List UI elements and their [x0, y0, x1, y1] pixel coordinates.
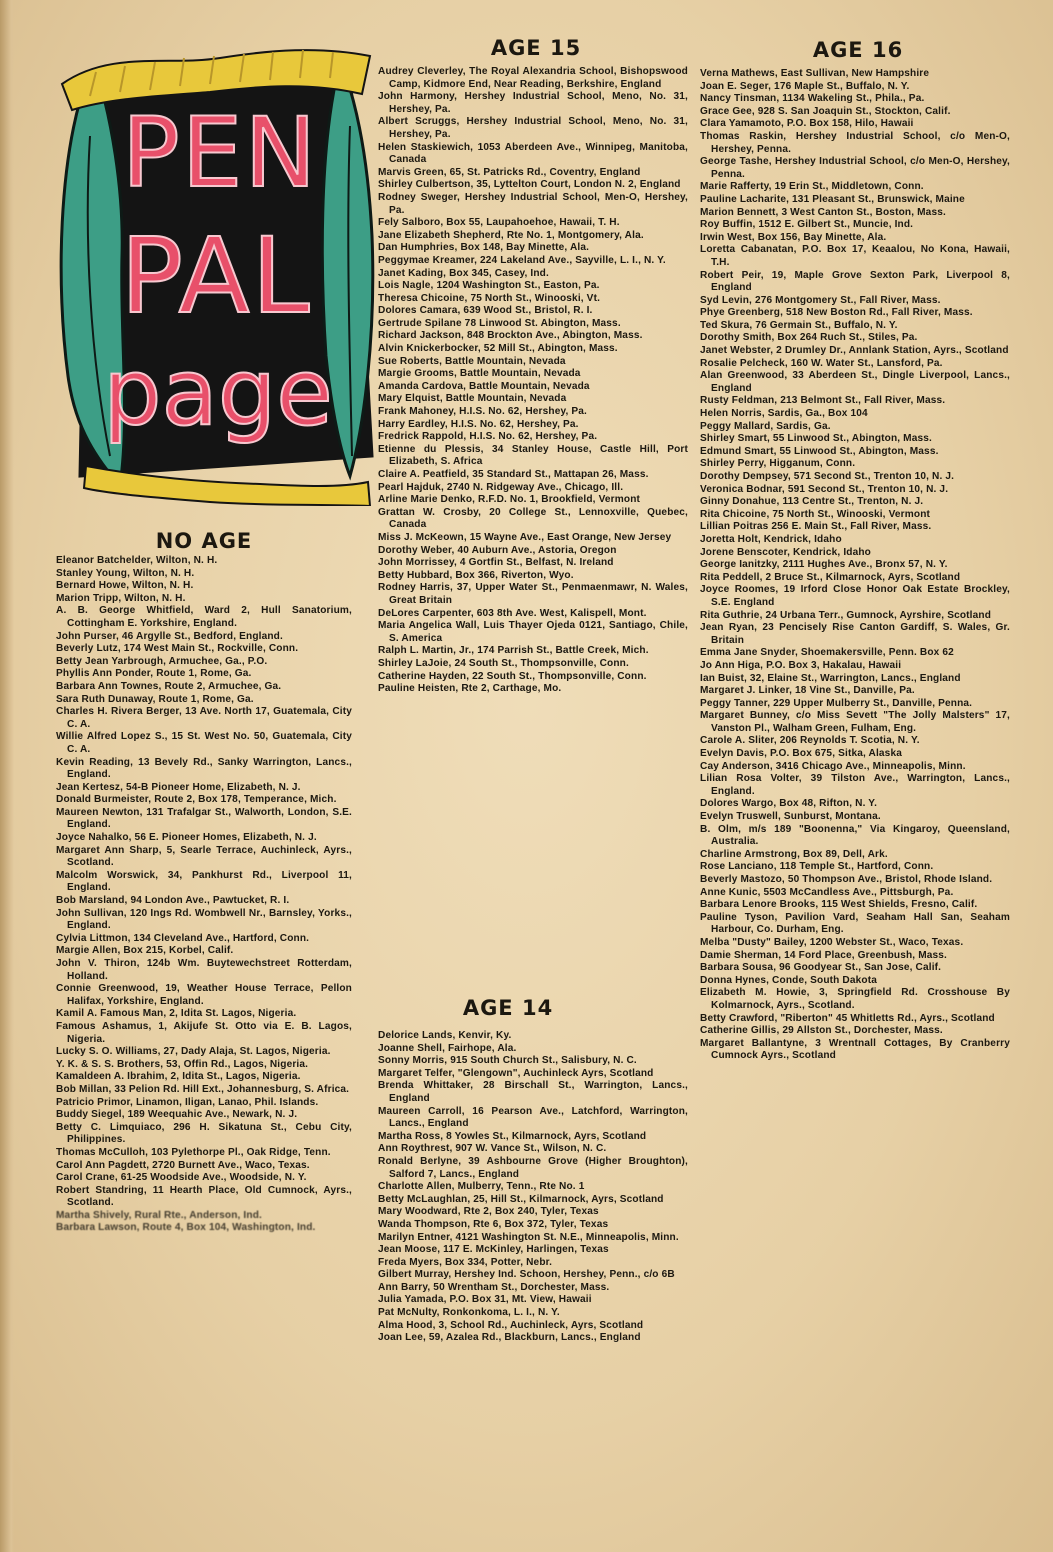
pen-pal-entry: Anne Kunic, 5503 McCandless Ave., Pittsburgh, Pa. [700, 886, 954, 898]
pen-pal-entry: Julia Yamada, P.O. Box 31, Mt. View, Hawaii [378, 1294, 592, 1306]
pen-pal-entry: Thomas McCulloh, 103 Pylethorpe Pl., Oak Ridge, Tenn. [56, 1146, 331, 1158]
pen-pal-entry: Catherine Hayden, 22 South St., Thompsonville, Conn. [378, 670, 647, 682]
pen-pal-entry: Charlotte Allen, Mulberry, Tenn., Rte No. 1 [378, 1181, 585, 1193]
pen-pal-entry: Margaret Telfer, "Glengown", Auchinleck Ayrs, Scotland [378, 1067, 654, 1079]
pen-pal-entry: Sara Ruth Dunaway, Route 1, Rome, Ga. [56, 693, 254, 705]
pen-pal-entry: Miss J. McKeown, 15 Wayne Ave., East Orange, New Jersey [378, 531, 672, 543]
pen-pal-entry: Amanda Cardova, Battle Mountain, Nevada [378, 380, 590, 392]
pen-pal-entry: Margaret Ballantyne, 3 Wrentnall Cottages, By Cranberry Cumnock Ayrs., Scotland [700, 1037, 1010, 1062]
pen-pal-entry: Janet Webster, 2 Drumley Dr., Annlank Station, Ayrs., Scotland [700, 345, 1009, 357]
pen-pal-entry: Dorothy Weber, 40 Auburn Ave., Astoria, Oregon [378, 544, 617, 556]
pen-pal-entry: Margie Allen, Box 215, Korbel, Calif. [56, 945, 234, 957]
pen-pal-entry: Ann Barry, 50 Wrentham St., Dorchester, Mass. [378, 1281, 610, 1293]
pen-pal-entry: Beverly Mastozo, 50 Thompson Ave., Bristol, Rhode Island. [700, 874, 993, 885]
pen-pal-entry: Jean Moose, 117 E. McKinley, Harlingen, Texas [378, 1244, 609, 1256]
pen-pal-entry: Pearl Hajduk, 2740 N. Ridgeway Ave., Chicago, Ill. [378, 481, 624, 493]
pen-pal-entry: Robert Peir, 19, Maple Grove Sexton Park, Liverpool 8, England [700, 269, 1010, 294]
pen-pal-entry: Harry Eardley, H.I.S. No. 62, Hershey, Pa. [378, 418, 579, 430]
pen-pal-entry: Evelyn Davis, P.O. Box 675, Sitka, Alaska [700, 748, 902, 760]
pen-pal-entry: Irwin West, Box 156, Bay Minette, Ala. [700, 231, 887, 243]
pen-pal-entry: Edmund Smart, 55 Linwood St., Abington, Mass. [700, 445, 939, 457]
pen-pal-entry: Claire A. Peatfield, 35 Standard St., Mattapan 26, Mass. [378, 469, 649, 480]
pen-pal-entry: Jean Kertesz, 54-B Pioneer Home, Elizabeth, N. J. [56, 781, 301, 793]
pen-pal-entry: Peggymae Kreamer, 224 Lakeland Ave., Sayville, L. I., N. Y. [378, 254, 666, 266]
pen-pal-entry: Betty Crawford, "Riberton" 45 Whitletts Rd., Ayrs., Scotland [700, 1012, 995, 1024]
pen-pal-entry: Maureen Carroll, 16 Pearson Ave., Latchford, Warrington, Lancs., England [378, 1105, 688, 1130]
pen-pal-entry: Eleanor Batchelder, Wilton, N. H. [56, 555, 218, 566]
heading-age-14: AGE 14 [462, 996, 554, 1020]
pen-pal-entry: Audrey Cleverley, The Royal Alexandria School, Bishopswood Camp, Kidmore End, Near Reading, Berkshire, England [378, 66, 688, 90]
heading-age-15: AGE 15 [490, 36, 582, 60]
pen-pal-entry: John Harmony, Hershey Industrial School, Meno, No. 31, Hershey, Pa. [378, 91, 688, 115]
pen-pal-entry: Rita Guthrie, 24 Urbana Terr., Gumnock, Ayrshire, Scotland [700, 609, 992, 621]
pen-pal-entry: Marion Tripp, Wilton, N. H. [56, 592, 186, 604]
pen-pal-entry: Rosalie Pelcheck, 160 W. Water St., Lansford, Pa. [700, 357, 943, 369]
pen-pal-entry: Marion Bennett, 3 West Canton St., Boston, Mass. [700, 206, 946, 218]
logo-word-page: page [103, 339, 333, 446]
pen-pal-entry: Carol Ann Pagdett, 2720 Burnett Ave., Waco, Texas. [56, 1159, 310, 1171]
pen-pal-entry: Rita Chicoine, 75 North St., Winooski, Vermont [700, 508, 931, 520]
pen-pal-entry: Charline Armstrong, Box 89, Dell, Ark. [700, 848, 888, 860]
pen-pal-entry: Delorice Lands, Kenvir, Ky. [378, 1030, 512, 1041]
pen-pal-entry: Jorene Benscoter, Kendrick, Idaho [700, 546, 871, 558]
pen-pal-entry: Dolores Wargo, Box 48, Rifton, N. Y. [700, 798, 878, 810]
pen-pal-entry: Thomas Raskin, Hershey Industrial School, c/o Men-O, Hershey, Penna. [700, 130, 1010, 155]
pen-pal-entry: Wanda Thompson, Rte 6, Box 372, Tyler, Texas [378, 1218, 609, 1230]
pen-pal-entry: Joretta Holt, Kendrick, Idaho [700, 533, 842, 545]
pen-pal-entry: Joanne Shell, Fairhope, Ala. [378, 1042, 517, 1054]
pen-pal-entry: Donna Hynes, Conde, South Dakota [700, 974, 877, 986]
pen-pal-entry: Arline Marie Denko, R.F.D. No. 1, Brookfield, Vermont [378, 494, 641, 506]
pen-pal-entry: Famous Ashamus, 1, Akijufe St. Otto via E. B. Lagos, Nigeria. [56, 1020, 352, 1045]
pen-pal-entry: Ted Skura, 76 Germain St., Buffalo, N. Y. [700, 319, 898, 331]
pen-pal-entry: Lillian Poitras 256 E. Main St., Fall River, Mass. [700, 521, 932, 533]
pen-pal-entry: George Tashe, Hershey Industrial School, c/o Men-O, Hershey, Penna. [700, 156, 1010, 180]
pen-pal-entry: Frank Mahoney, H.I.S. No. 62, Hershey, Pa. [378, 406, 587, 418]
pen-pal-entry: Gertrude Spilane 78 Linwood St. Abington, Mass. [378, 317, 621, 329]
pen-pal-entry: Freda Myers, Box 334, Potter, Nebr. [378, 1256, 553, 1268]
pen-pal-entry: George Ianitzky, 2111 Hughes Ave., Bronx 57, N. Y. [700, 559, 948, 571]
pen-pal-entry: Pauline Tyson, Pavilion Vard, Seaham Hall San, Seaham Harbour, Co. Durham, Eng. [700, 911, 1010, 936]
pen-pal-entry: Barbara Lenore Brooks, 115 West Shields, Fresno, Calif. [700, 899, 978, 911]
pen-pal-entry: Jean Ryan, 23 Pencisely Rise Canton Gardiff, S. Wales, Gr. Britain [700, 622, 1010, 646]
pen-pal-entry: Verna Mathews, East Sullivan, New Hampshire [700, 68, 930, 79]
pen-pal-entry: Etienne du Plessis, 34 Stanley House, Castle Hill, Port Elizabeth, S. Africa [378, 443, 688, 468]
pen-pal-entry: Shirley LaJoie, 24 South St., Thompsonville, Conn. [378, 657, 629, 669]
pen-pal-entry: Marie Rafferty, 19 Erin St., Middletown, Conn. [700, 181, 924, 193]
pen-pal-entry: Martha Shively, Rural Rte., Anderson, Ind. [56, 1209, 262, 1221]
pen-pal-entry: Elizabeth M. Howie, 3, Springfield Rd. Crosshouse By Kolmarnock, Ayrs., Scotland. [700, 987, 1010, 1011]
pen-pal-entry: Nancy Tinsman, 1134 Wakeling St., Phila., Pa. [700, 93, 925, 105]
pen-pal-entry: Shirley Smart, 55 Linwood St., Abington, Mass. [700, 433, 932, 445]
pen-pal-entry: Brenda Whittaker, 28 Birschall St., Warrington, Lancs., England [378, 1080, 688, 1104]
no-age-list [56, 555, 352, 1235]
age-15-list [378, 66, 688, 696]
pen-pal-entry: Joyce Roomes, 19 Irford Close Honor Oak Estate Brockley, S.E. England [700, 584, 1010, 608]
pen-pal-entry: John Morrissey, 4 Gortfin St., Belfast, N. Ireland [378, 557, 614, 569]
pen-pal-entry: DeLores Carpenter, 603 8th Ave. West, Kalispell, Mont. [378, 607, 647, 619]
pen-pal-entry: Maureen Newton, 131 Trafalgar St., Walworth, London, S.E. England. [56, 806, 352, 831]
pen-pal-entry: Loretta Cabanatan, P.O. Box 17, Keaalou, No Kona, Hawaii, T.H. [700, 244, 1010, 268]
pen-pal-entry: Betty Jean Yarbrough, Armuchee, Ga., P.O. [56, 655, 268, 667]
pen-pal-entry: Peggy Mallard, Sardis, Ga. [700, 420, 831, 432]
pen-pal-entry: Stanley Young, Wilton, N. H. [56, 567, 195, 579]
pen-pal-entry: Phyllis Ann Ponder, Route 1, Rome, Ga. [56, 668, 252, 680]
pen-pal-entry: Margaret Ann Sharp, 5, Searle Terrace, Auchinleck, Ayrs., Scotland. [56, 844, 352, 869]
pen-pal-entry: Y. K. & S. S. Brothers, 53, Offin Rd., Lagos, Nigeria. [56, 1058, 309, 1070]
pen-pal-entry: Barbara Lawson, Route 4, Box 104, Washington, Ind. [56, 1222, 316, 1234]
pen-pal-entry: Margaret J. Linker, 18 Vine St., Danville, Pa. [700, 685, 915, 697]
pen-pal-entry: Lilian Rosa Volter, 39 Tilston Ave., Warrington, Lancs., England. [700, 773, 1010, 797]
pen-pal-entry: Alvin Knickerbocker, 52 Mill St., Abington, Mass. [378, 343, 618, 355]
pen-pal-entry: Fredrick Rappold, H.I.S. No. 62, Hershey, Pa. [378, 431, 598, 443]
pen-pal-entry: Janet Kading, Box 345, Casey, Ind. [378, 267, 549, 279]
pen-pal-entry: Veronica Bodnar, 591 Second St., Trenton 10, N. J. [700, 483, 949, 495]
pen-pal-entry: Pauline Heisten, Rte 2, Carthage, Mo. [378, 683, 562, 695]
pen-pal-entry: Joyce Nahalko, 56 E. Pioneer Homes, Elizabeth, N. J. [56, 832, 317, 844]
pen-pal-entry: Joan E. Seger, 176 Maple St., Buffalo, N. Y. [700, 80, 910, 92]
pen-pal-entry: Donald Burmeister, Route 2, Box 178, Temperance, Mich. [56, 794, 337, 806]
pen-pal-entry: Kevin Reading, 13 Bevely Rd., Sanky Warrington, Lancs., England. [56, 756, 352, 781]
pen-pal-entry: Connie Greenwood, 19, Weather House Terrace, Pellon Halifax, Yorkshire, England. [56, 983, 352, 1007]
pen-pal-entry: Margie Grooms, Battle Mountain, Nevada [378, 368, 581, 380]
pen-pal-entry: Martha Ross, 8 Yowles St., Kilmarnock, Ayrs, Scotland [378, 1130, 647, 1142]
age-16-list [700, 68, 1010, 1063]
pen-pal-entry: Bob Millan, 33 Pelion Rd. Hill Ext., Johannesburg, S. Africa. [56, 1083, 350, 1095]
pen-pal-entry: A. B. George Whitfield, Ward 2, Hull Sanatorium, Cottingham E. Yorkshire, England. [56, 605, 352, 629]
pen-pal-entry: Rose Lanciano, 118 Temple St., Hartford, Conn. [700, 861, 934, 873]
pen-pal-entry: Helen Staskiewich, 1053 Aberdeen Ave., Winnipeg, Manitoba, Canada [378, 141, 688, 166]
pen-pal-entry: Carol Crane, 61-25 Woodside Ave., Woodside, N. Y. [56, 1172, 307, 1184]
pen-pal-entry: Mary Woodward, Rte 2, Box 240, Tyler, Texas [378, 1206, 599, 1218]
pen-pal-entry: Alma Hood, 3, School Rd., Auchinleck, Ayrs, Scotland [378, 1319, 644, 1331]
pen-pal-entry: Richard Jackson, 848 Brockton Ave., Abington, Mass. [378, 330, 643, 342]
pen-pal-entry: Albert Scruggs, Hershey Industrial School, Meno, No. 31, Hershey, Pa. [378, 116, 688, 140]
pen-pal-entry: John Sullivan, 120 Ings Rd. Wombwell Nr., Barnsley, Yorks., England. [56, 907, 352, 932]
heading-no-age: NO AGE [155, 529, 253, 553]
page-spine [0, 0, 14, 1552]
pen-pal-entry: Kamaldeen A. Ibrahim, 2, Idita St., Lagos, Nigeria. [56, 1071, 301, 1083]
pen-pal-entry: Carole A. Sliter, 206 Reynolds T. Scotia, N. Y. [700, 735, 920, 747]
pen-pal-entry: Lucky S. O. Williams, 27, Dady Alaja, St. Lagos, Nigeria. [56, 1046, 331, 1058]
pen-pal-entry: Rusty Feldman, 213 Belmont St., Fall River, Mass. [700, 395, 946, 407]
pen-pal-entry: Malcolm Worswick, 34, Pankhurst Rd., Liverpool 11, England. [56, 869, 352, 894]
pen-pal-entry: Shirley Perry, Higganum, Conn. [700, 458, 856, 470]
pen-pal-entry: Shirley Culbertson, 35, Lyttelton Court, London N. 2, England [378, 179, 681, 191]
pen-pal-entry: B. Olm, m/s 189 "Boonenna," Via Kingaroy, Queensland, Australia. [700, 823, 1010, 848]
pen-pal-entry: Sonny Morris, 915 South Church St., Salisbury, N. C. [378, 1055, 637, 1067]
pen-pal-entry: Grattan W. Crosby, 20 College St., Lennoxville, Quebec, Canada [378, 506, 688, 531]
pen-pal-entry: Jo Ann Higa, P.O. Box 3, Hakalau, Hawaii [700, 659, 902, 671]
logo-word-pal: PAL [120, 215, 312, 337]
pen-pal-entry: Ronald Berlyne, 39 Ashbourne Grove (Higher Broughton), Salford 7, Lancs., England [378, 1155, 688, 1180]
pen-pal-entry: Betty McLaughlan, 25, Hill St., Kilmarnock, Ayrs, Scotland [378, 1193, 664, 1205]
pen-pal-entry: Rodney Sweger, Hershey Industrial School, Men-O, Hershey, Pa. [378, 191, 688, 216]
pen-pal-entry: Damie Sherman, 14 Ford Place, Greenbush, Mass. [700, 949, 947, 961]
pen-pal-entry: Dorothy Dempsey, 571 Second St., Trenton 10, N. J. [700, 471, 955, 482]
pen-pal-entry: Theresa Chicoine, 75 North St., Winooski, Vt. [378, 292, 601, 304]
pen-pal-entry: Ian Buist, 32, Elaine St., Warrington, Lancs., England [700, 672, 961, 684]
pen-pal-entry: Phye Greenberg, 518 New Boston Rd., Fall River, Mass. [700, 307, 973, 319]
pen-pal-entry: Maria Angelica Wall, Luis Thayer Ojeda 0121, Santiago, Chile, S. America [378, 620, 688, 644]
pen-pal-entry: Melba "Dusty" Bailey, 1200 Webster St., Waco, Texas. [700, 936, 964, 948]
pen-pal-entry: Dorothy Smith, Box 264 Ruch St., Stiles, Pa. [700, 332, 918, 344]
pen-pal-entry: Alan Greenwood, 33 Aberdeen St., Dingle Liverpool, Lancs., England [700, 370, 1010, 394]
pen-pal-entry: Willie Alfred Lopez S., 15 St. West No. 50, Guatemala, City C. A. [56, 731, 352, 755]
pen-pal-entry: John V. Thiron, 124b Wm. Buytewechstreet Rotterdam, Holland. [56, 958, 352, 982]
pen-pal-entry: Barbara Ann Townes, Route 2, Armuchee, Ga. [56, 680, 282, 692]
pen-pal-entry: Rita Peddell, 2 Bruce St., Kilmarnock, Ayrs, Scotland [700, 571, 961, 583]
pen-pal-entry: John Purser, 46 Argylle St., Bedford, England. [56, 630, 283, 642]
pen-pal-entry: Evelyn Truswell, Sunburst, Montana. [700, 811, 881, 823]
pen-pal-entry: Beverly Lutz, 174 West Main St., Rockville, Conn. [56, 643, 299, 655]
pen-pal-entry: Betty C. Limquiaco, 296 H. Sikatuna St., Cebu City, Philippines. [56, 1121, 352, 1146]
pen-pal-entry: Catherine Gillis, 29 Allston St., Dorchester, Mass. [700, 1025, 943, 1037]
pen-pal-entry: Emma Jane Snyder, Shoemakersville, Penn. Box 62 [700, 647, 954, 659]
pen-pal-entry: Gilbert Murray, Hershey Ind. Schoon, Hershey, Penn., c/o 6B [378, 1269, 675, 1281]
pen-pal-entry: Syd Levin, 276 Montgomery St., Fall River, Mass. [700, 294, 941, 306]
pen-pal-entry: Dan Humphries, Box 148, Bay Minette, Ala. [378, 242, 590, 254]
pen-pal-entry: Fely Salboro, Box 55, Laupahoehoe, Hawaii, T. H. [378, 217, 620, 229]
pen-pal-entry: Barbara Sousa, 96 Goodyear St., San Jose, Calif. [700, 962, 942, 974]
pen-pal-entry: Margaret Bunney, c/o Miss Sevett "The Jolly Malsters" 17, Vanston Pl., Walham Green, Fulham, Eng. [700, 710, 1010, 734]
pen-pal-entry: Clara Yamamoto, P.O. Box 158, Hilo, Hawaii [700, 118, 914, 130]
pen-pal-entry: Cylvia Littmon, 134 Cleveland Ave., Hartford, Conn. [56, 932, 310, 944]
pen-pal-entry: Pat McNulty, Ronkonkoma, L. I., N. Y. [378, 1307, 560, 1319]
pen-pal-entry: Sue Roberts, Battle Mountain, Nevada [378, 355, 566, 367]
pen-pal-entry: Betty Hubbard, Box 366, Riverton, Wyo. [378, 569, 574, 581]
pen-pal-entry: Marilyn Entner, 4121 Washington St. N.E., Minneapolis, Minn. [378, 1231, 679, 1243]
pen-pal-entry: Grace Gee, 928 S. San Joaquin St., Stockton, Calif. [700, 105, 951, 117]
pen-pal-entry: Joan Lee, 59, Azalea Rd., Blackburn, Lancs., England [378, 1332, 641, 1344]
pen-pal-entry: Mary Elquist, Battle Mountain, Nevada [378, 393, 567, 405]
pen-pal-entry: Helen Norris, Sardis, Ga., Box 104 [700, 408, 868, 420]
pen-pal-entry: Peggy Tanner, 229 Upper Mulberry St., Danville, Penna. [700, 697, 973, 709]
pen-pal-entry: Ralph L. Martin, Jr., 174 Parrish St., Battle Creek, Mich. [378, 645, 649, 657]
logo-word-pen: PEN [121, 97, 319, 209]
pen-pal-entry: Ginny Donahue, 113 Centre St., Trenton, N. J. [700, 496, 924, 508]
pen-pal-entry: Jane Elizabeth Shepherd, Rte No. 1, Montgomery, Ala. [378, 229, 644, 241]
pen-pal-entry: Cay Anderson, 3416 Chicago Ave., Minneapolis, Minn. [700, 760, 966, 772]
pen-pal-entry: Buddy Siegel, 189 Weequahic Ave., Newark, N. J. [56, 1109, 298, 1121]
pen-pal-entry: Ann Roythrest, 907 W. Vance St., Wilson, N. C. [378, 1143, 607, 1155]
age-14-list [378, 1030, 688, 1345]
pen-pal-entry: Dolores Camara, 639 Wood St., Bristol, R. I. [378, 305, 593, 317]
pen-pal-entry: Marvis Green, 65, St. Patricks Rd., Coventry, England [378, 166, 641, 178]
pen-pal-entry: Rodney Harris, 37, Upper Water St., Penmaenmawr, N. Wales, Great Britain [378, 582, 688, 606]
pen-pal-entry: Robert Standring, 11 Hearth Place, Old Cumnock, Ayrs., Scotland. [56, 1184, 352, 1209]
pen-pal-entry: Kamil A. Famous Man, 2, Idita St. Lagos, Nigeria. [56, 1008, 297, 1020]
pen-pal-entry: Roy Buffin, 1512 E. Gilbert St., Muncie, Ind. [700, 219, 914, 231]
pen-pal-page-logo [50, 36, 390, 506]
pen-pal-entry: Lois Nagle, 1204 Washington St., Easton, Pa. [378, 280, 600, 292]
pen-pal-entry: Pauline Lacharite, 131 Pleasant St., Brunswick, Maine [700, 193, 965, 205]
pen-pal-entry: Bob Marsland, 94 London Ave., Pawtucket, R. I. [56, 895, 290, 907]
pen-pal-entry: Charles H. Rivera Berger, 13 Ave. North 17, Guatemala, City C. A. [56, 706, 352, 730]
pen-pal-entry: Patricio Primor, Linamon, Iligan, Lanao, Phil. Islands. [56, 1096, 319, 1108]
pen-pal-entry: Bernard Howe, Wilton, N. H. [56, 580, 194, 592]
heading-age-16: AGE 16 [812, 38, 904, 62]
